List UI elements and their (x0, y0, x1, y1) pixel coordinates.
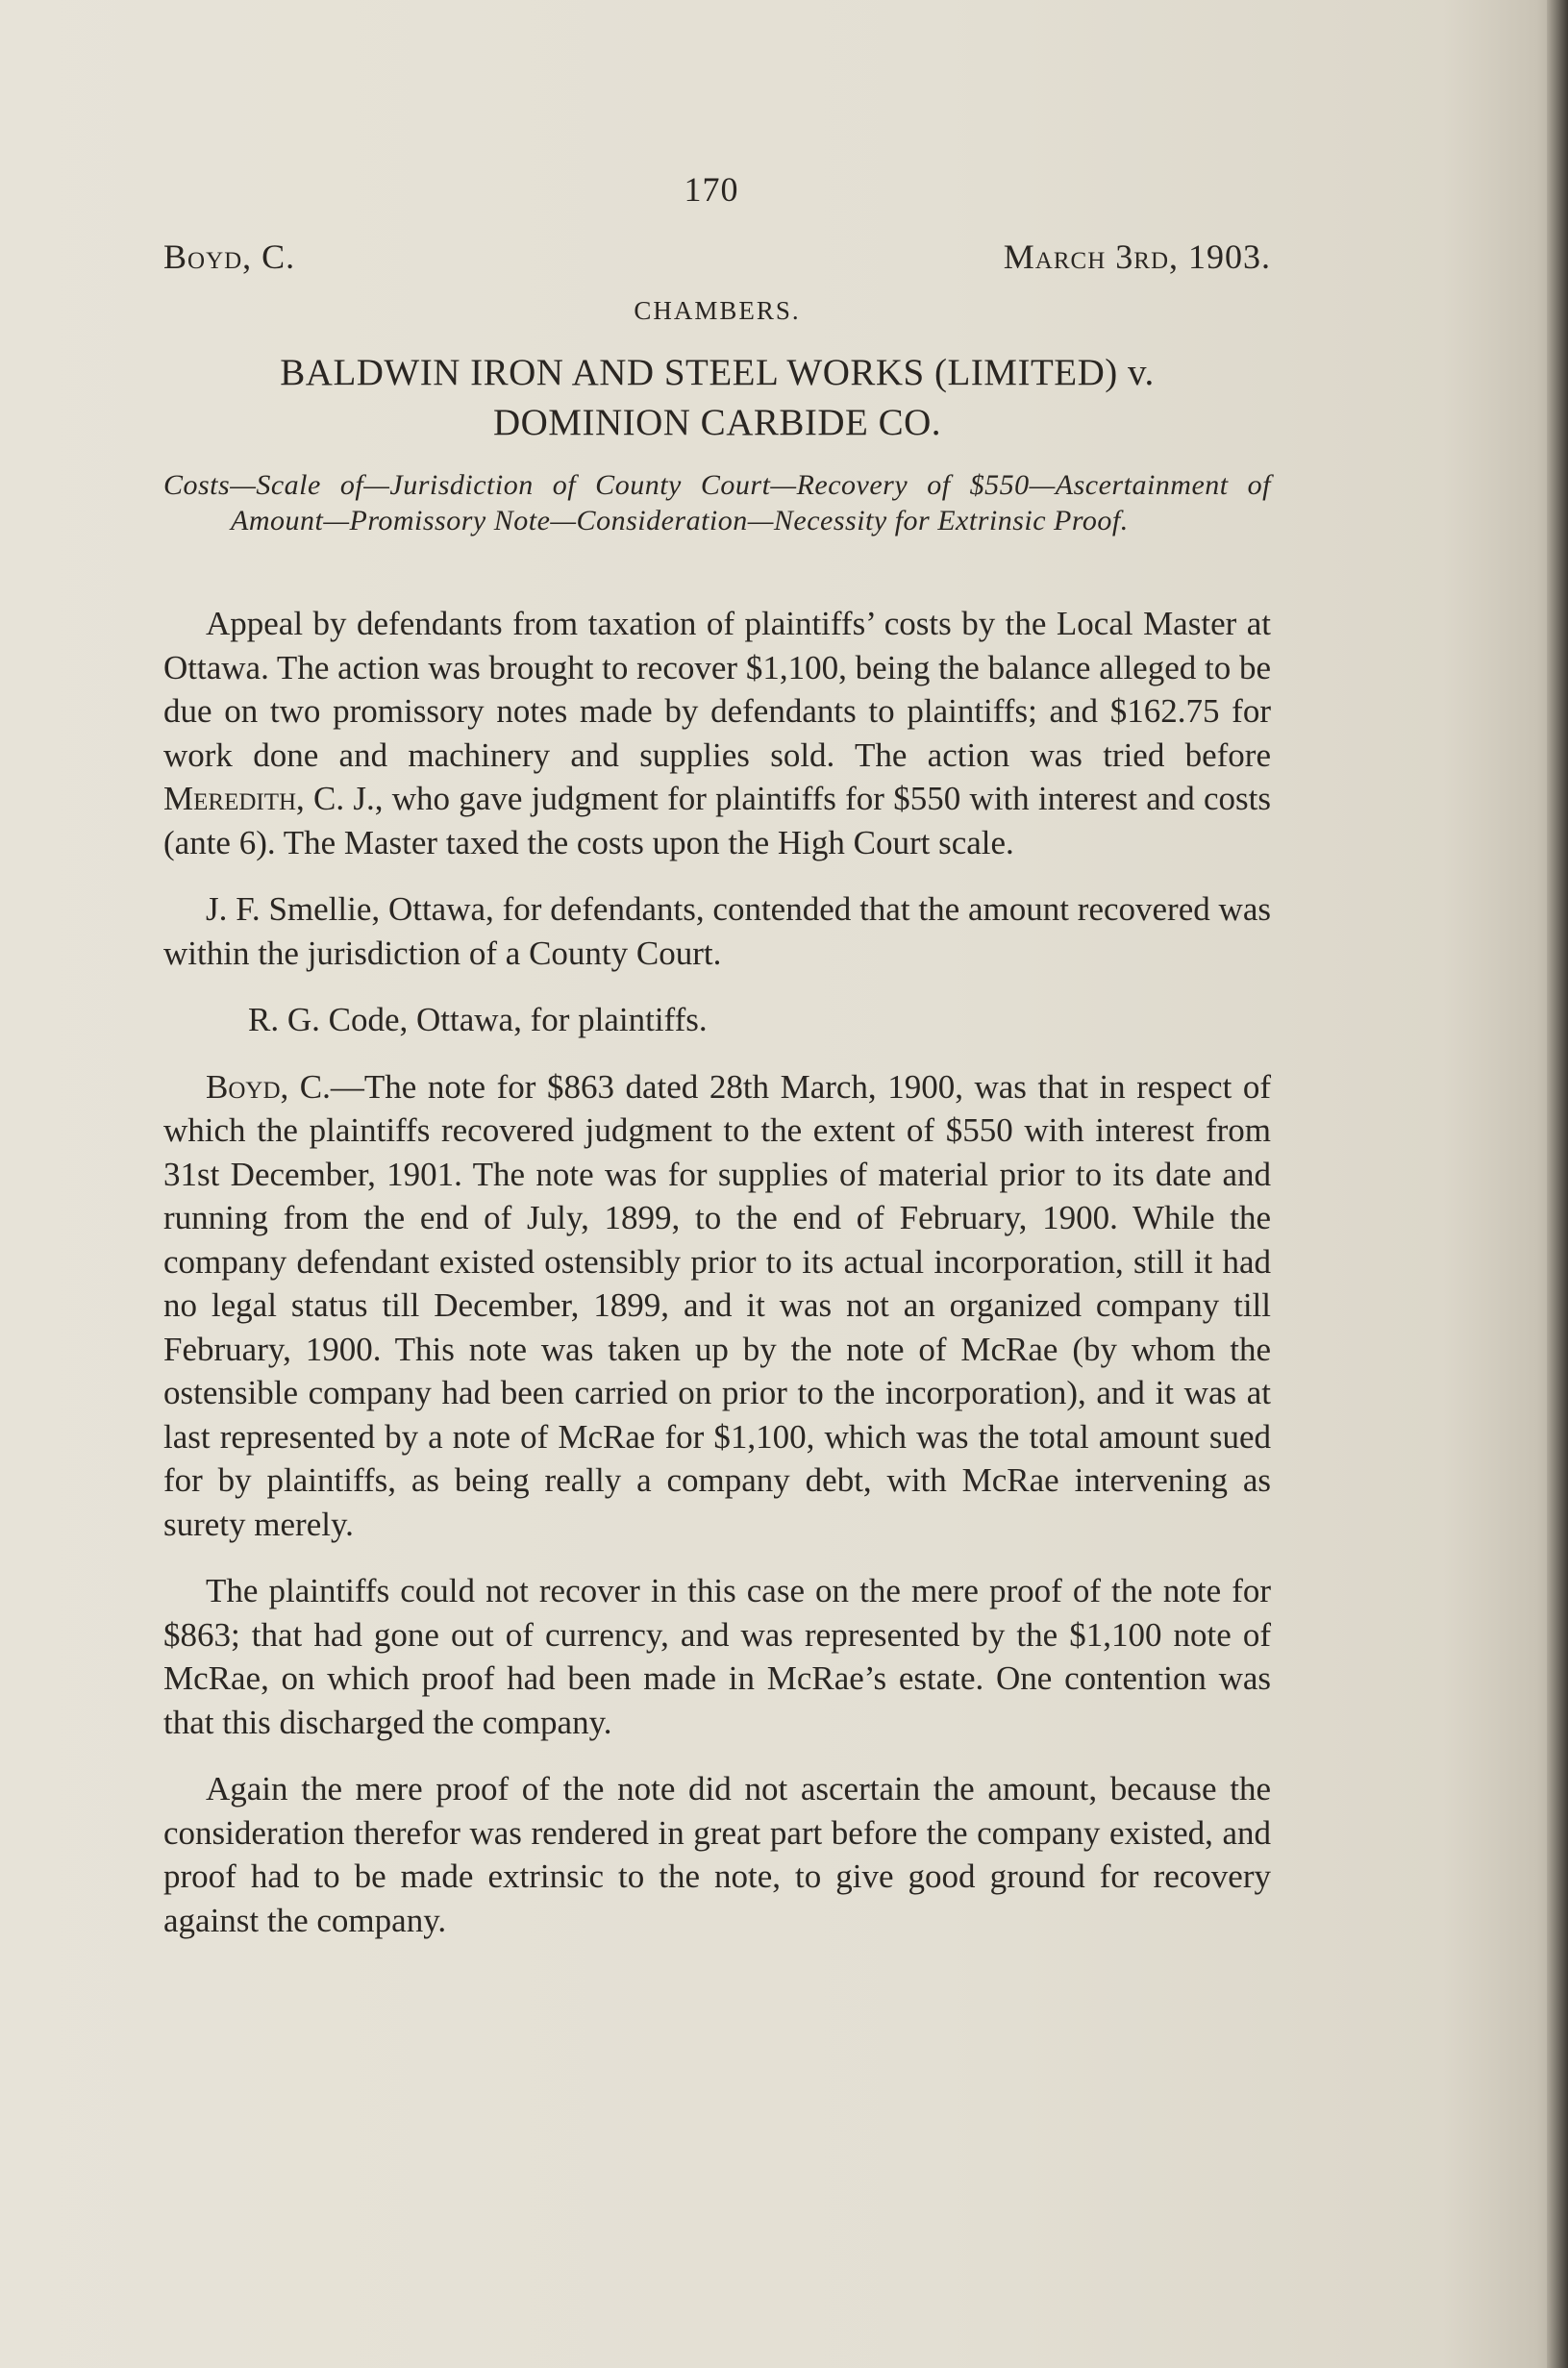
case-header (163, 237, 1271, 285)
page-number: 170 (684, 170, 739, 209)
decision-date: March 3rd, 1903. (1003, 237, 1271, 276)
judge-name: Boyd, C. (163, 237, 296, 276)
judgment-body (163, 602, 1271, 1965)
paragraph-note-currency: The plaintiffs could not recover in this case on the mere proof of the note for $863; that had gone out of currency, and was represented by the $1,100 note of McRae, on which proof had been made in McRae’s estate. One contention was that this discharged the company. (163, 1572, 1271, 1741)
paragraph-appeal (163, 602, 1271, 864)
judge-name-inline: Boyd (206, 1067, 281, 1106)
case-title-line-1: BALDWIN IRON AND STEEL WORKS (LIMITED) v. (280, 352, 1155, 393)
court-label: CHAMBERS. (634, 296, 801, 325)
judge-name-inline: Meredith (163, 780, 297, 817)
paragraph-judgment (163, 1065, 1271, 1547)
paragraph-consideration: Again the mere proof of the note did not ascertain the amount, because the consideration therefor was rendered in great part before the company existed, and proof had to be made extrinsic to the note, to give good ground for recovery against the company. (163, 1770, 1271, 1939)
book-spine-shadow (1547, 0, 1568, 2368)
paragraph-text: , C.—The note for $863 dated 28th March, 1900, was that in respect of which the plaintiffs recovered judgment to the extent of $550 with interest from 31st December, 1901. The note was for supplies of material prior to its date and running from the end of July, 1899, to the end of February, 1900. While the company defendant existed ostensibly prior to its actual incorporation, still it had no legal status till December, 1899, and it was not an organized company till February, 1900. This note was taken up by the note of McRae (by whom the ostensible company had been carried on prior to the incorporation), and it was at last represented by a note of McRae for $1,100, which was the total amount sued for by plaintiffs, as being really a company debt, with McRae intervening as surety merely. (163, 1067, 1271, 1543)
case-title (163, 348, 1271, 448)
paragraph-counsel-plaintiffs: R. G. Code, Ottawa, for plaintiffs. (248, 1001, 708, 1038)
case-title-line-2: DOMINION CARBIDE CO. (492, 402, 942, 443)
headnote: Costs—Scale of—Jurisdiction of County Court—Recovery of $550—Ascertainment of Amount—Promissory Note—Consideration—Necessity for Extrinsic Proof. (163, 469, 1271, 536)
paragraph-text: , C. J., who gave judgment for plaintiffs for $550 with interest and costs (ante 6). The Master taxed the costs upon the High Court scale. (163, 780, 1271, 861)
paragraph-text: Appeal by defendants from taxation of plaintiffs’ costs by the Local Master at Ottawa. The action was brought to recover $1,100, being the balance alleged to be due on two promissory notes made by defendants to plaintiffs; and $162.75 for work done and machinery and supplies sold. The action was tried before (163, 605, 1272, 774)
paragraph-counsel-defendants: J. F. Smellie, Ottawa, for defendants, contended that the amount recovered was within the jurisdiction of a County Court. (163, 890, 1271, 972)
